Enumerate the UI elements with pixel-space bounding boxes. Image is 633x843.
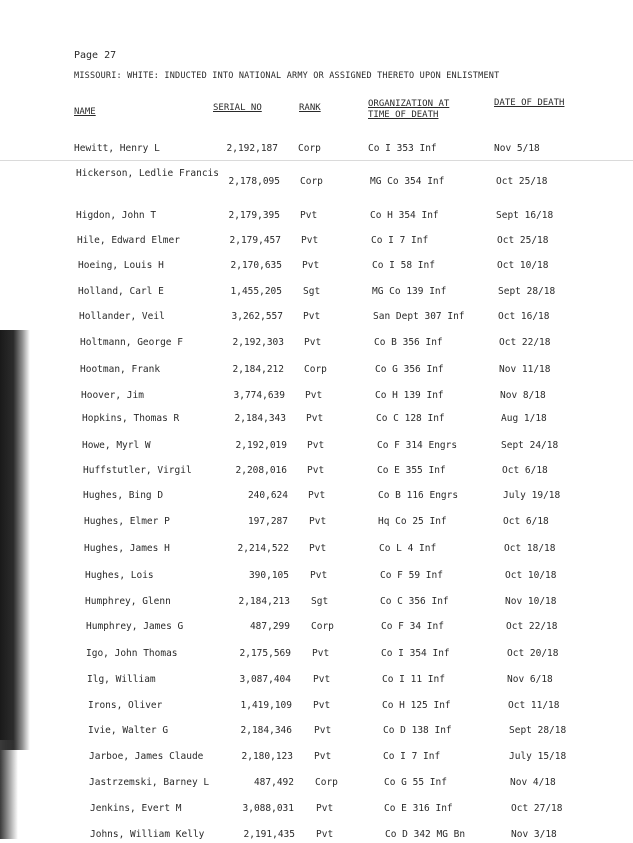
cell-date: Oct 16/18: [498, 311, 550, 322]
cell-name: Ivie, Walter G: [88, 725, 169, 736]
cell-organization: Co H 125 Inf: [382, 700, 451, 711]
cell-date: Nov 11/18: [499, 364, 551, 375]
cell-date: Oct 22/18: [506, 621, 558, 632]
cell-serial: 3,087,404: [239, 674, 291, 685]
table-row: [0, 570, 633, 584]
table-row: [0, 725, 633, 739]
table-row: [0, 674, 633, 688]
cell-date: Oct 20/18: [507, 648, 559, 659]
cell-serial: 2,192,303: [232, 337, 284, 348]
cell-rank: Pvt: [301, 235, 319, 246]
cell-serial: 2,184,346: [240, 725, 292, 736]
cell-organization: San Dept 307 Inf: [373, 311, 465, 322]
cell-organization: Co D 342 MG Bn: [385, 829, 466, 840]
table-row: [0, 596, 633, 610]
table-row: [0, 235, 633, 249]
cell-rank: Sgt: [311, 596, 329, 607]
cell-date: Oct 6/18: [503, 516, 549, 527]
cell-date: Oct 27/18: [511, 803, 563, 814]
cell-rank: Corp: [298, 143, 321, 154]
cell-organization: MG Co 139 Inf: [372, 286, 447, 297]
cell-rank: Pvt: [300, 210, 318, 221]
cell-date: Oct 11/18: [508, 700, 560, 711]
cell-rank: Pvt: [313, 700, 331, 711]
cell-organization: Co I 354 Inf: [381, 648, 450, 659]
cell-date: Oct 10/18: [497, 260, 549, 271]
cell-organization: Co L 4 Inf: [379, 543, 437, 554]
cell-name: Humphrey, James G: [86, 621, 184, 632]
cell-date: Aug 1/18: [501, 413, 547, 424]
table-row: [0, 260, 633, 274]
cell-name: Hootman, Frank: [80, 364, 161, 375]
cell-date: July 19/18: [503, 490, 561, 501]
column-header-organization-line1: ORGANIZATION AT: [368, 99, 450, 109]
table-row: [0, 413, 633, 427]
cell-organization: Co H 139 Inf: [375, 390, 444, 401]
cell-organization: Co G 356 Inf: [375, 364, 444, 375]
list-heading: MISSOURI: WHITE: INDUCTED INTO NATIONAL ARMY OR ASSIGNED THERETO UPON ENLISTMENT: [74, 71, 500, 81]
cell-serial: 2,192,187: [226, 143, 278, 154]
cell-organization: Co I 11 Inf: [382, 674, 445, 685]
cell-serial: 2,208,016: [235, 465, 287, 476]
cell-serial: 2,214,522: [237, 543, 289, 554]
cell-name: Higdon, John T: [76, 210, 157, 221]
cell-organization: Co I 58 Inf: [372, 260, 435, 271]
cell-name: Johns, William Kelly: [90, 829, 205, 840]
cell-rank: Pvt: [313, 674, 331, 685]
cell-rank: Pvt: [310, 570, 328, 581]
cell-name: Jarboe, James Claude: [89, 751, 204, 762]
table-row: [0, 465, 633, 479]
cell-serial: 2,180,123: [241, 751, 293, 762]
table-row: [0, 364, 633, 378]
cell-date: Sept 24/18: [501, 440, 559, 451]
cell-date: Oct 22/18: [499, 337, 551, 348]
cell-serial: 2,191,435: [243, 829, 295, 840]
cell-rank: Corp: [304, 364, 327, 375]
column-header-rank: RANK: [299, 103, 321, 113]
table-row: [0, 337, 633, 351]
cell-rank: Corp: [315, 777, 338, 788]
cell-date: Sept 16/18: [496, 210, 554, 221]
column-header-organization-line2: TIME OF DEATH: [368, 110, 439, 120]
cell-organization: Co C 356 Inf: [380, 596, 449, 607]
cell-rank: Pvt: [307, 440, 325, 451]
page-number: Page 27: [74, 50, 117, 61]
cell-rank: Pvt: [314, 751, 332, 762]
cell-organization: Co C 128 Inf: [376, 413, 445, 424]
table-row: [0, 168, 633, 190]
cell-date: July 15/18: [509, 751, 567, 762]
cell-date: Nov 5/18: [494, 143, 540, 154]
cell-date: Sept 28/18: [509, 725, 567, 736]
cell-serial: 197,287: [247, 516, 288, 527]
cell-rank: Pvt: [309, 543, 327, 554]
cell-organization: Co G 55 Inf: [384, 777, 447, 788]
cell-name: Ilg, William: [87, 674, 156, 685]
cell-serial: 2,184,212: [232, 364, 284, 375]
cell-serial: 2,178,095: [228, 176, 280, 187]
table-row: [0, 286, 633, 300]
cell-organization: Co I 353 Inf: [368, 143, 437, 154]
cell-name: Hoeing, Louis H: [78, 260, 164, 271]
cell-serial: 2,192,019: [235, 440, 287, 451]
table-row: [0, 803, 633, 817]
cell-date: Nov 4/18: [510, 777, 556, 788]
cell-serial: 2,179,457: [229, 235, 281, 246]
cell-serial: 240,624: [247, 490, 288, 501]
cell-name: Hopkins, Thomas R: [82, 413, 180, 424]
cell-serial: 2,175,569: [239, 648, 291, 659]
cell-rank: Pvt: [309, 516, 327, 527]
cell-date: Oct 25/18: [496, 176, 548, 187]
cell-rank: Pvt: [316, 829, 334, 840]
cell-serial: 2,184,213: [238, 596, 290, 607]
cell-name: Huffstutler, Virgil: [83, 465, 192, 476]
table-row: [0, 543, 633, 557]
table-row: [0, 648, 633, 662]
cell-rank: Pvt: [304, 337, 322, 348]
cell-name: Igo, John Thomas: [86, 648, 178, 659]
column-header-organization: [368, 99, 449, 121]
cell-serial: 1,455,205: [230, 286, 282, 297]
cell-date: Nov 6/18: [507, 674, 553, 685]
cell-organization: Co F 59 Inf: [380, 570, 443, 581]
cell-rank: Pvt: [314, 725, 332, 736]
cell-serial: 390,105: [248, 570, 289, 581]
cell-rank: Pvt: [316, 803, 334, 814]
cell-name: Howe, Myrl W: [82, 440, 151, 451]
table-row: [0, 751, 633, 765]
cell-serial: 3,774,639: [233, 390, 285, 401]
cell-serial: 2,179,395: [228, 210, 280, 221]
cell-organization: Co B 116 Engrs: [378, 490, 459, 501]
column-header-date: DATE OF DEATH: [494, 98, 565, 108]
cell-name: Irons, Oliver: [88, 700, 163, 711]
cell-rank: Corp: [311, 621, 334, 632]
cell-organization: Co E 316 Inf: [384, 803, 453, 814]
cell-rank: Pvt: [306, 413, 324, 424]
cell-rank: Corp: [300, 176, 323, 187]
cell-organization: Co B 356 Inf: [374, 337, 443, 348]
cell-organization: Co D 138 Inf: [383, 725, 452, 736]
table-row: [0, 390, 633, 404]
table-row: [0, 311, 633, 325]
table-row: [0, 777, 633, 791]
cell-rank: Pvt: [312, 648, 330, 659]
cell-name: Hollander, Veil: [79, 311, 165, 322]
cell-date: Nov 8/18: [500, 390, 546, 401]
cell-name: Hughes, James H: [84, 543, 170, 554]
cell-date: Nov 10/18: [505, 596, 557, 607]
cell-name: Jastrzemski, Barney L: [89, 777, 210, 788]
cell-name: Hile, Edward Elmer: [77, 235, 180, 246]
cell-rank: Pvt: [305, 390, 323, 401]
column-header-serial: SERIAL NO: [213, 103, 262, 113]
table-row: [0, 143, 633, 157]
cell-rank: Sgt: [303, 286, 321, 297]
table-row: [0, 210, 633, 224]
table-row: [0, 440, 633, 454]
cell-rank: Pvt: [307, 465, 325, 476]
table-row: [0, 516, 633, 530]
cell-rank: Pvt: [303, 311, 321, 322]
cell-organization: Co I 7 Inf: [371, 235, 429, 246]
cell-name: Hewitt, Henry L: [74, 143, 160, 154]
cell-serial: 3,088,031: [242, 803, 294, 814]
table-row: [0, 621, 633, 635]
cell-serial: 3,262,557: [231, 311, 283, 322]
cell-date: Oct 18/18: [504, 543, 556, 554]
cell-name: Humphrey, Glenn: [85, 596, 171, 607]
cell-date: Sept 28/18: [498, 286, 556, 297]
cell-name: Holland, Carl E: [78, 286, 164, 297]
cell-organization: Co F 34 Inf: [381, 621, 444, 632]
cell-serial: 2,170,635: [230, 260, 282, 271]
table-row: [0, 700, 633, 714]
cell-organization: MG Co 354 Inf: [370, 176, 445, 187]
cell-organization: Co E 355 Inf: [377, 465, 446, 476]
cell-serial: 487,299: [249, 621, 290, 632]
cell-name: Hughes, Bing D: [83, 490, 164, 501]
cell-organization: Co I 7 Inf: [383, 751, 441, 762]
cell-name: Hickerson, Ledlie Francis: [76, 168, 219, 179]
cell-name: Hughes, Elmer P: [84, 516, 170, 527]
cell-organization: Hq Co 25 Inf: [378, 516, 447, 527]
cell-serial: 2,184,343: [234, 413, 286, 424]
table-row: [0, 490, 633, 504]
cell-rank: Pvt: [302, 260, 320, 271]
cell-organization: Co H 354 Inf: [370, 210, 439, 221]
cell-name: Hughes, Lois: [85, 570, 154, 581]
cell-date: Oct 25/18: [497, 235, 549, 246]
cell-organization: Co F 314 Engrs: [377, 440, 458, 451]
cell-rank: Pvt: [308, 490, 326, 501]
cell-date: Nov 3/18: [511, 829, 557, 840]
cell-date: Oct 6/18: [502, 465, 548, 476]
paper-fold-line: [0, 160, 633, 161]
cell-name: Jenkins, Evert M: [90, 803, 182, 814]
cell-name: Hoover, Jim: [81, 390, 144, 401]
cell-serial: 1,419,109: [240, 700, 292, 711]
table-row: [0, 829, 633, 843]
column-header-name: NAME: [74, 107, 96, 117]
cell-serial: 487,492: [253, 777, 294, 788]
cell-date: Oct 10/18: [505, 570, 557, 581]
cell-name: Holtmann, George F: [80, 337, 183, 348]
